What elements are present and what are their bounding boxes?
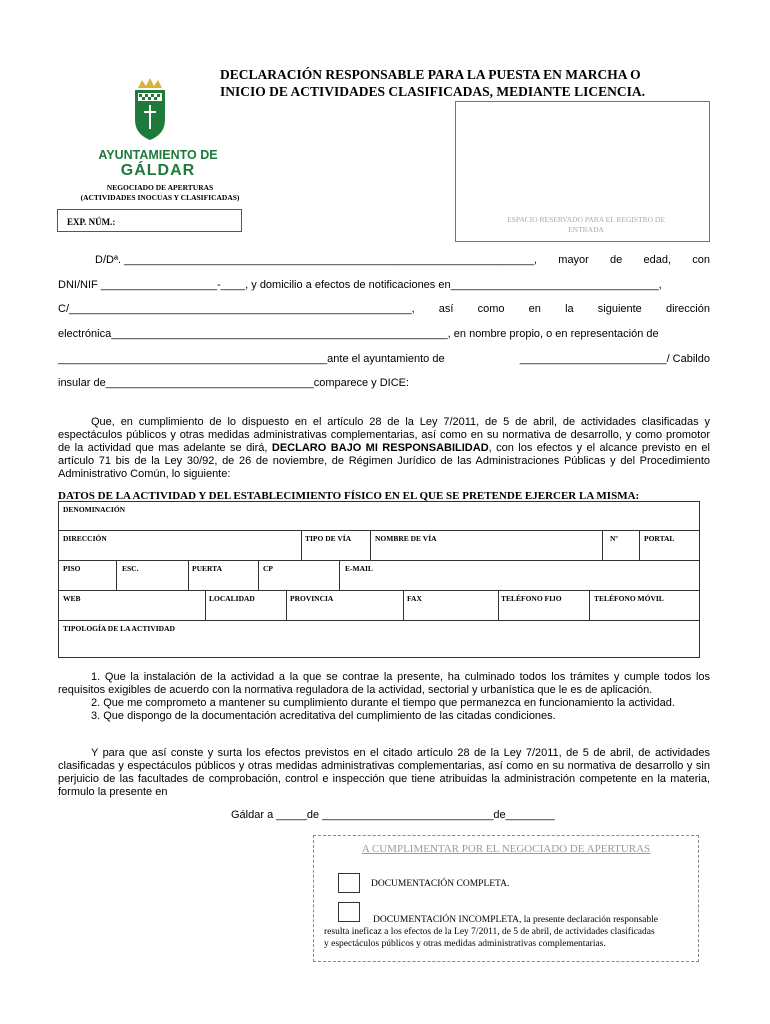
- form-line-email[interactable]: electrónica_______________________________________________________, en nombre propio, o en representación de: [58, 328, 659, 340]
- form-line-representation[interactable]: [58, 353, 710, 365]
- field-telefono-fijo[interactable]: TELÉFONO FIJO: [501, 594, 562, 603]
- declaration-1: 1. Que la instalación de la actividad a la que se contrae la presente, ha culminado todos los trámites y cumple todos los requisitos exigibles de acuerdo con la normativa reguladora de la actividad, sectorial y urbanística que le es de aplicación.: [58, 671, 710, 696]
- text-la: la: [565, 303, 574, 315]
- dept-line-2: (ACTIVIDADES INOCUAS Y CLASIFICADAS): [80, 193, 240, 202]
- incomplete-text-3: y espectáculos públicos y otras medidas administrativas complementarias.: [324, 939, 606, 949]
- exp-number-field[interactable]: [57, 209, 242, 232]
- declarations: [58, 671, 710, 723]
- field-numero[interactable]: Nº: [610, 534, 618, 543]
- department-label: [60, 183, 260, 203]
- intro-text-1: Que, en cumplimiento de lo dispuesto en el artículo 28 de la Ley 7/2011, de 5 de abril, de actividades clasificadas y espectáculos públicos y otras medidas administrativas complementarias, así como en su normativa de desarrollo, y como promotor de la actividad que mas adelante se dirá,: [58, 416, 710, 454]
- field-email[interactable]: E-MAIL: [345, 564, 373, 573]
- incomplete-text-2: resulta ineficaz a los efectos de la Ley 7/2011, de 5 de abril, de actividades clasificadas: [324, 927, 655, 937]
- complete-label: DOCUMENTACIÓN COMPLETA.: [371, 879, 510, 889]
- intro-text-2: , con los efectos y el alcance previsto en el artículo 71 bis de la Ley 30/92, de 26 de noviembre, de Régimen Jurídico de las Administraciones Públicas y del Procedimiento Administrativo Común, lo siguiente:: [58, 442, 710, 480]
- intro-bold-declaration: DECLARO BAJO MI RESPONSABILIDAD: [271, 442, 489, 454]
- field-cp[interactable]: CP: [263, 564, 273, 573]
- field-esc[interactable]: ESC.: [122, 564, 139, 573]
- field-telefono-movil[interactable]: TELÉFONO MÓVIL: [594, 594, 664, 603]
- text-como: como: [477, 303, 505, 315]
- field-tipo-via[interactable]: TIPO DE VÍA: [305, 534, 352, 543]
- date-line[interactable]: Gáldar a _____de ____________________________de________: [231, 809, 555, 821]
- text-siguiente: siguiente: [597, 303, 642, 315]
- form-line-insular[interactable]: insular de__________________________________comparece y DICE:: [58, 377, 410, 389]
- text-edad: edad,: [643, 254, 672, 266]
- registry-line-1: ESPACIO RESERVADO PARA EL REGISTRO DE: [507, 215, 665, 224]
- document-title: [220, 66, 700, 100]
- cabildo-field: ________________________/ Cabildo: [519, 353, 710, 365]
- declaration-3: 3. Que dispongo de la documentación acreditativa del cumplimiento de las citadas condiciones.: [91, 710, 556, 722]
- field-piso[interactable]: PISO: [63, 564, 81, 573]
- form-line-street[interactable]: [58, 303, 710, 315]
- title-line-1: DECLARACIÓN RESPONSABLE PARA LA PUESTA EN MARCHA O: [220, 67, 641, 82]
- office-use-box: [313, 835, 699, 962]
- text-en: en: [528, 303, 541, 315]
- title-line-2: INICIO DE ACTIVIDADES CLASIFICADAS, MEDIANTE LICENCIA.: [220, 84, 645, 99]
- closing-paragraph: Y para que así conste y surta los efectos previstos en el citado artículo 28 de la Ley 7/2011, de 5 de abril, de actividades clasificadas y espectáculos públicos y otras medidas administrativas complementarias, así como en su normativa de desarrollo y sin perjuicio de las facultades de comprobación, control e inspección que tiene atribuidas la administración competente en la materia, formulo la presente en: [58, 747, 710, 798]
- field-portal[interactable]: PORTAL: [644, 534, 675, 543]
- field-fax[interactable]: FAX: [407, 594, 422, 603]
- registry-stamp-area: [455, 101, 710, 242]
- form-line-dni[interactable]: DNI/NIF ___________________-____, y domicilio a efectos de notificaciones en__________________________________,: [58, 279, 662, 291]
- exp-number-label: EXP. NÚM.:: [67, 217, 116, 227]
- registry-text: [481, 215, 691, 235]
- field-direccion[interactable]: DIRECCIÓN: [63, 534, 107, 543]
- text-de: de: [610, 254, 623, 266]
- text-con: con: [692, 254, 710, 266]
- declaration-2: 2. Que me comprometo a mantener su cumplimiento durante el tiempo que permanezca en funcionamiento la actividad.: [91, 697, 675, 709]
- field-tipologia[interactable]: TIPOLOGÍA DE LA ACTIVIDAD: [63, 624, 175, 633]
- name-field: D/Dª. ___________________________________________________________________,: [95, 254, 538, 266]
- incomplete-label: DOCUMENTACIÓN INCOMPLETA, la presente declaración responsable: [373, 915, 658, 925]
- text-mayor: mayor: [558, 254, 589, 266]
- intro-paragraph: [58, 416, 710, 481]
- office-heading: A CUMPLIMENTAR POR EL NEGOCIADO DE APERTURAS: [361, 843, 651, 855]
- registry-line-2: ENTRADA: [568, 225, 604, 234]
- form-line-name[interactable]: [58, 254, 710, 266]
- field-localidad[interactable]: LOCALIDAD: [209, 594, 255, 603]
- complete-checkbox[interactable]: [338, 873, 360, 893]
- text-asi: así: [438, 303, 454, 315]
- coat-of-arms-icon: [88, 78, 228, 143]
- field-puerta[interactable]: PUERTA: [192, 564, 223, 573]
- field-nombre-via[interactable]: NOMBRE DE VÍA: [375, 534, 437, 543]
- logo-text-line-1: AYUNTAMIENTO DE: [98, 148, 218, 162]
- field-web[interactable]: WEB: [63, 594, 81, 603]
- ayuntamiento-logo: [88, 78, 228, 180]
- logo-text-line-2: GÁLDAR: [120, 162, 196, 179]
- street-field: C/________________________________________________________,: [58, 303, 415, 315]
- incomplete-checkbox[interactable]: [338, 902, 360, 922]
- field-provincia[interactable]: PROVINCIA: [290, 594, 334, 603]
- activity-data-heading: DATOS DE LA ACTIVIDAD Y DEL ESTABLECIMIENTO FÍSICO EN EL QUE SE PRETENDE EJERCER LA MISMA:: [58, 490, 640, 502]
- field-denominacion[interactable]: DENOMINACIÓN: [63, 505, 126, 514]
- activity-data-table: [58, 501, 700, 658]
- representative-field: ____________________________________________ante el ayuntamiento de: [58, 353, 445, 365]
- dept-line-1: NEGOCIADO DE APERTURAS: [106, 183, 214, 192]
- text-direccion: dirección: [665, 303, 710, 315]
